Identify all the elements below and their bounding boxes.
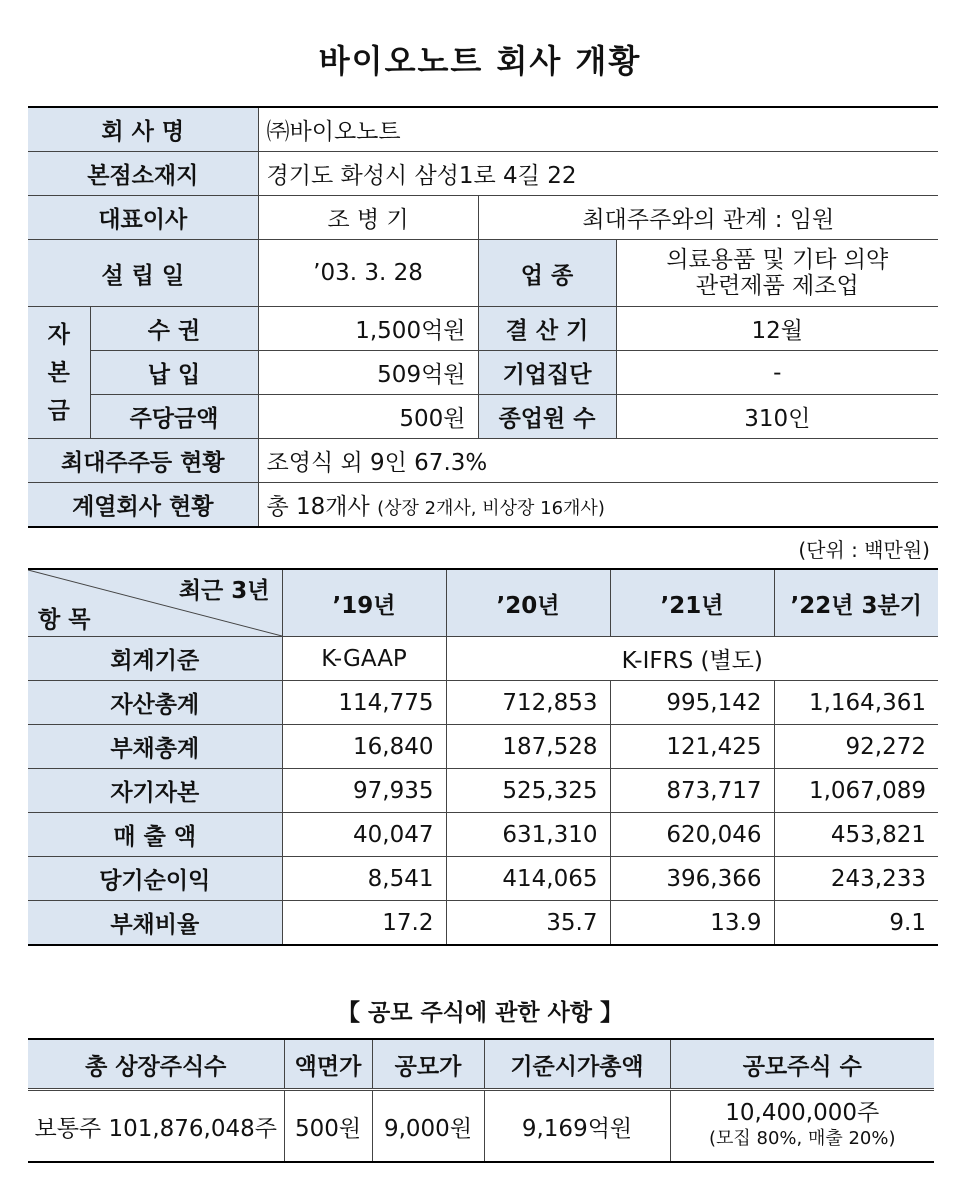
company-row: [28, 107, 938, 152]
cell: 8,541: [282, 857, 446, 901]
capital-char-2: 본: [47, 359, 70, 386]
unit-note: (단위 : 백만원): [798, 538, 930, 562]
industry-value: [616, 240, 938, 307]
header-total-shares: 총 상장주식수: [28, 1039, 284, 1090]
company-label: 회 사 명: [28, 107, 258, 152]
group-label: 기업집단: [478, 351, 616, 395]
cell: 453,821: [774, 813, 938, 857]
cell: 114,775: [282, 681, 446, 725]
authorized-value: 1,500억원: [258, 307, 478, 351]
row-label: 부채총계: [28, 725, 282, 769]
affiliates-value-main: 총 18개사: [266, 494, 370, 520]
ceo-label: 대표이사: [28, 196, 258, 240]
paidin-row: [28, 351, 938, 395]
col-header-2022q3: ’22년 3분기: [774, 569, 938, 637]
capital-side-label: [28, 307, 90, 439]
par-label: 주당금액: [90, 395, 258, 439]
row-label: 자산총계: [28, 681, 282, 725]
table-row: [28, 769, 938, 813]
founded-label: 설 립 일: [28, 240, 258, 307]
offering-table: [28, 1038, 934, 1163]
founded-row: [28, 240, 938, 307]
header-offered-shares: 공모주식 수: [670, 1039, 934, 1090]
paidin-value: 509억원: [258, 351, 478, 395]
group-value: -: [616, 351, 938, 395]
cell: 525,325: [446, 769, 610, 813]
ceo-relation: 최대주주와의 관계 : 임원: [478, 196, 938, 240]
col-header-2021: ’21년: [610, 569, 774, 637]
header-price: 공모가: [372, 1039, 484, 1090]
offered-shares-detail: (모집 80%, 매출 20%): [709, 1128, 896, 1149]
header-market-cap: 기준시가총액: [484, 1039, 670, 1090]
offering-row: [28, 1090, 934, 1163]
cell: 9.1: [774, 901, 938, 946]
corner-top-label: 최근 3년: [178, 578, 270, 604]
row-label: 부채비율: [28, 901, 282, 946]
major-value: 조영식 외 9인 67.3%: [258, 439, 938, 483]
financials-table: [28, 568, 938, 946]
page-title: 바이오노트 회사 개황: [318, 42, 642, 80]
market-cap-value: 9,169억원: [484, 1090, 670, 1163]
corner-bottom-label: 항 목: [38, 607, 91, 633]
table-row: [28, 681, 938, 725]
cell: 712,853: [446, 681, 610, 725]
par-value-cell: 500원: [284, 1090, 372, 1163]
hq-value: 경기도 화성시 삼성1로 4길 22: [258, 152, 938, 196]
major-label: 최대주주등 현황: [28, 439, 258, 483]
industry-value-line1: 의료용품 및 기타 의약: [666, 247, 889, 273]
row-label: 자기자본: [28, 769, 282, 813]
table-row: [28, 857, 938, 901]
capital-char-1: 자: [47, 321, 70, 348]
cell: 414,065: [446, 857, 610, 901]
total-shares-value: 보통주 101,876,048주: [28, 1090, 284, 1163]
cell: 396,366: [610, 857, 774, 901]
offered-shares-cell: [670, 1090, 934, 1163]
cell: 620,046: [610, 813, 774, 857]
affiliates-row: [28, 483, 938, 528]
offering-header-row: [28, 1039, 934, 1090]
cell: 13.9: [610, 901, 774, 946]
ceo-row: [28, 196, 938, 240]
settlement-value: 12월: [616, 307, 938, 351]
standard-ifrs: K-IFRS (별도): [446, 637, 938, 681]
col-header-2019: ’19년: [282, 569, 446, 637]
capital-char-3: 금: [47, 397, 70, 424]
cell: 92,272: [774, 725, 938, 769]
cell: 40,047: [282, 813, 446, 857]
cell: 17.2: [282, 901, 446, 946]
employees-label: 종업원 수: [478, 395, 616, 439]
settlement-label: 결 산 기: [478, 307, 616, 351]
row-label: 매 출 액: [28, 813, 282, 857]
cell: 35.7: [446, 901, 610, 946]
corner-cell: [28, 569, 282, 637]
industry-label: 업 종: [478, 240, 616, 307]
founded-value: ’03. 3. 28: [258, 240, 478, 307]
standard-row: [28, 637, 938, 681]
row-label: 당기순이익: [28, 857, 282, 901]
authorized-row: [28, 307, 938, 351]
ceo-value: 조 병 기: [258, 196, 478, 240]
cell: 97,935: [282, 769, 446, 813]
cell: 16,840: [282, 725, 446, 769]
par-row: [28, 395, 938, 439]
hq-label: 본점소재지: [28, 152, 258, 196]
table-row: [28, 725, 938, 769]
table-row: [28, 813, 938, 857]
major-row: [28, 439, 938, 483]
par-value: 500원: [258, 395, 478, 439]
company-value: ㈜바이오노트: [258, 107, 938, 152]
header-par: 액면가: [284, 1039, 372, 1090]
paidin-label: 납 입: [90, 351, 258, 395]
col-header-2020: ’20년: [446, 569, 610, 637]
offered-shares-value: 10,400,000주: [725, 1100, 880, 1126]
cell: 121,425: [610, 725, 774, 769]
cell: 873,717: [610, 769, 774, 813]
affiliates-value-detail: (상장 2개사, 비상장 16개사): [377, 498, 605, 519]
industry-value-line2: 관련제품 제조업: [695, 273, 859, 299]
hq-row: [28, 152, 938, 196]
offering-title: 【 공모 주식에 관한 사항 】: [337, 1000, 623, 1026]
cell: 1,067,089: [774, 769, 938, 813]
cell: 187,528: [446, 725, 610, 769]
affiliates-value: [258, 483, 938, 528]
employees-value: 310인: [616, 395, 938, 439]
price-value: 9,000원: [372, 1090, 484, 1163]
company-overview-table: [28, 106, 938, 528]
affiliates-label: 계열회사 현황: [28, 483, 258, 528]
cell: 243,233: [774, 857, 938, 901]
cell: 631,310: [446, 813, 610, 857]
standard-gaap: K-GAAP: [282, 637, 446, 681]
cell: 1,164,361: [774, 681, 938, 725]
table-row: [28, 901, 938, 946]
cell: 995,142: [610, 681, 774, 725]
standard-label: 회계기준: [28, 637, 282, 681]
financials-header-row: [28, 569, 938, 637]
authorized-label: 수 권: [90, 307, 258, 351]
